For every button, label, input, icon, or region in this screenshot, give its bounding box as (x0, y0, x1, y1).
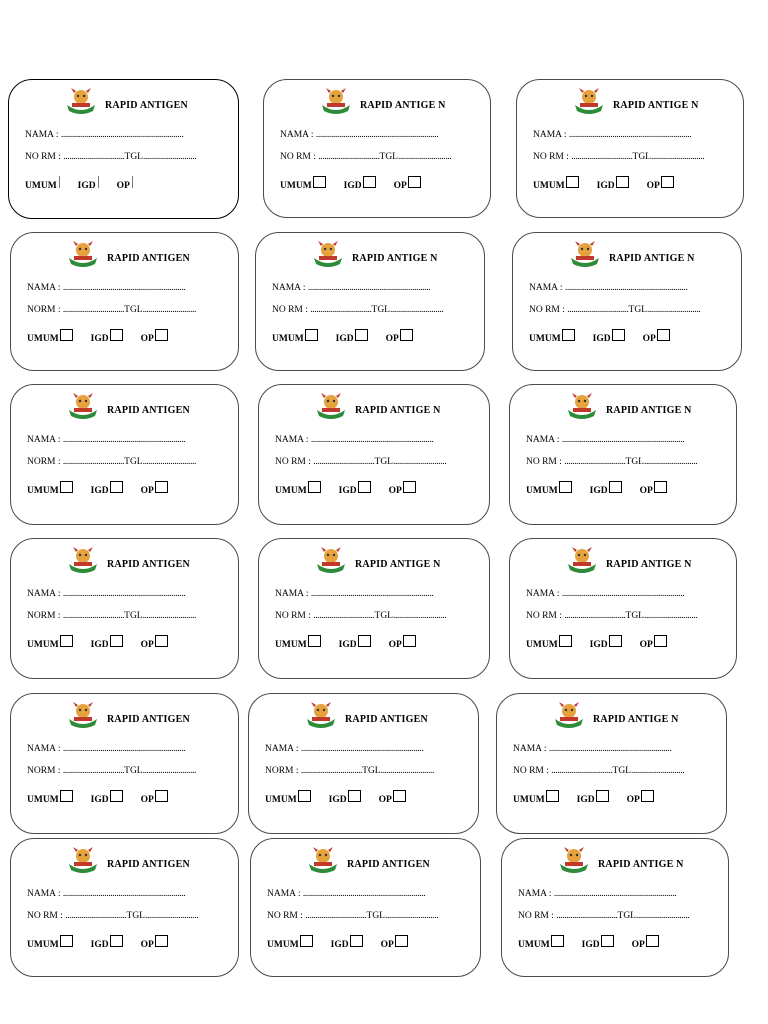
checkbox[interactable] (609, 635, 622, 647)
nama-line: NAMA : .............................................................. (27, 589, 186, 599)
checkbox[interactable] (348, 790, 361, 802)
checkbox[interactable] (308, 635, 321, 647)
option-op[interactable]: OP (627, 790, 654, 805)
checkbox[interactable] (110, 329, 123, 341)
norm-line: NO RM : ...............................TGL........................... (25, 152, 197, 162)
checkbox[interactable] (350, 935, 363, 947)
card-title: RAPID ANTIGE N (598, 858, 684, 870)
checkbox[interactable] (358, 481, 371, 493)
checkbox[interactable] (408, 176, 421, 188)
option-umum[interactable]: UMUM (526, 635, 572, 650)
nama-line: NAMA : .............................................................. (526, 589, 685, 599)
card-header (67, 702, 190, 730)
checkbox[interactable] (393, 790, 406, 802)
card-title: RAPID ANTIGEN (107, 558, 190, 570)
option-umum[interactable]: UMUM (513, 790, 559, 805)
checkbox[interactable] (60, 329, 73, 341)
card-title: RAPID ANTIGE N (355, 558, 441, 570)
checkbox[interactable] (562, 329, 575, 341)
nama-line: NAMA : .............................................................. (267, 889, 426, 899)
nama-line: NAMA : .............................................................. (526, 435, 685, 445)
option-igd[interactable]: IGD (331, 935, 363, 950)
label-card (10, 384, 239, 525)
checkbox[interactable] (155, 790, 168, 802)
label-card (516, 79, 744, 218)
nama-line: NAMA : .............................................................. (533, 130, 692, 140)
checkbox[interactable] (110, 790, 123, 802)
card-title: RAPID ANTIGEN (107, 858, 190, 870)
card-title: RAPID ANTIGE N (360, 99, 446, 111)
card-header (67, 547, 190, 575)
nama-line: NAMA : .............................................................. (27, 889, 186, 899)
checkbox[interactable] (155, 481, 168, 493)
checkbox[interactable] (60, 790, 73, 802)
hospital-logo-icon (67, 240, 99, 270)
card-header (558, 847, 684, 875)
option-op[interactable]: OP (643, 329, 670, 344)
hospital-logo-icon (320, 87, 352, 117)
checkbox[interactable] (300, 935, 313, 947)
label-card (258, 384, 490, 525)
checkbox[interactable] (313, 176, 326, 188)
option-igd[interactable]: IGD (78, 176, 99, 191)
nama-line: NAMA : .............................................................. (280, 130, 439, 140)
option-igd[interactable]: IGD (91, 635, 123, 650)
option-umum[interactable]: UMUM (27, 935, 73, 950)
divider (132, 176, 133, 188)
checkbox[interactable] (110, 635, 123, 647)
divider (59, 176, 60, 188)
option-op[interactable]: OP (640, 481, 667, 496)
visit-options (265, 790, 424, 805)
card-title: RAPID ANTIGE N (609, 252, 695, 264)
option-igd[interactable]: IGD (593, 329, 625, 344)
norm-line: NO RM : ...............................TGL........................... (526, 611, 698, 621)
option-op[interactable]: OP (632, 935, 659, 950)
nama-line: NAMA : .............................................................. (272, 283, 431, 293)
hospital-logo-icon (307, 846, 339, 876)
checkbox[interactable] (612, 329, 625, 341)
checkbox[interactable] (551, 935, 564, 947)
nama-line: NAMA : .............................................................. (27, 435, 186, 445)
checkbox[interactable] (601, 935, 614, 947)
norm-line: NO RM : ...............................TGL........................... (533, 152, 705, 162)
hospital-logo-icon (305, 701, 337, 731)
checkbox[interactable] (646, 935, 659, 947)
option-igd[interactable]: IGD (590, 481, 622, 496)
checkbox[interactable] (661, 176, 674, 188)
checkbox[interactable] (60, 481, 73, 493)
norm-line: NO RM : ...............................TGL........................... (272, 305, 444, 315)
hospital-logo-icon (569, 240, 601, 270)
card-header (315, 547, 441, 575)
checkbox[interactable] (566, 176, 579, 188)
nama-line: NAMA : .............................................................. (27, 283, 186, 293)
card-header (566, 393, 692, 421)
checkbox[interactable] (355, 329, 368, 341)
norm-line: NORM : ...............................TGL........................... (27, 611, 196, 621)
checkbox[interactable] (305, 329, 318, 341)
option-umum[interactable]: UMUM (267, 935, 313, 950)
checkbox[interactable] (616, 176, 629, 188)
label-card (10, 232, 239, 371)
card-title: RAPID ANTIGE N (355, 404, 441, 416)
card-title: RAPID ANTIGEN (107, 404, 190, 416)
option-umum[interactable]: UMUM (275, 481, 321, 496)
hospital-logo-icon (67, 846, 99, 876)
label-card (501, 838, 729, 977)
nama-line: NAMA : .............................................................. (275, 589, 434, 599)
label-card (248, 693, 479, 834)
norm-line: NORM : ...............................TGL........................... (265, 766, 434, 776)
norm-line: NO RM : ...............................TGL........................... (280, 152, 452, 162)
option-umum[interactable]: UMUM (275, 635, 321, 650)
norm-line: NORM : ...............................TGL........................... (27, 305, 196, 315)
label-card (509, 384, 737, 525)
option-op[interactable]: OP (379, 790, 406, 805)
option-igd[interactable]: IGD (339, 481, 371, 496)
checkbox[interactable] (641, 790, 654, 802)
norm-line: NO RM : ...............................TGL........................... (267, 911, 439, 921)
card-title: RAPID ANTIGEN (107, 713, 190, 725)
checkbox[interactable] (308, 481, 321, 493)
hospital-logo-icon (65, 87, 97, 117)
checkbox[interactable] (654, 635, 667, 647)
nama-line: NAMA : .............................................................. (25, 130, 184, 140)
checkbox[interactable] (403, 481, 416, 493)
checkbox[interactable] (559, 481, 572, 493)
visit-options (280, 176, 439, 191)
card-header (315, 393, 441, 421)
card-header (67, 393, 190, 421)
option-op[interactable]: OP (381, 935, 408, 950)
checkbox[interactable] (657, 329, 670, 341)
option-umum[interactable]: UMUM (25, 176, 60, 191)
checkbox[interactable] (358, 635, 371, 647)
label-card (255, 232, 485, 371)
label-card (258, 538, 490, 679)
hospital-logo-icon (566, 392, 598, 422)
card-title: RAPID ANTIGE N (593, 713, 679, 725)
option-igd[interactable]: IGD (91, 790, 123, 805)
card-header (320, 88, 446, 116)
option-umum[interactable]: UMUM (27, 481, 73, 496)
label-card (512, 232, 742, 371)
hospital-logo-icon (67, 701, 99, 731)
option-igd[interactable]: IGD (91, 329, 123, 344)
norm-line: NO RM : ...............................TGL........................... (529, 305, 701, 315)
checkbox[interactable] (155, 935, 168, 947)
option-igd[interactable]: IGD (597, 176, 629, 191)
norm-line: NO RM : ...............................TGL........................... (518, 911, 690, 921)
norm-line: NORM : ...............................TGL........................... (27, 766, 196, 776)
option-igd[interactable]: IGD (91, 935, 123, 950)
card-header (305, 702, 428, 730)
checkbox[interactable] (155, 635, 168, 647)
visit-options (27, 329, 186, 344)
visit-options (526, 635, 685, 650)
nama-line: NAMA : .............................................................. (275, 435, 434, 445)
nama-line: NAMA : .............................................................. (27, 744, 186, 754)
option-igd[interactable]: IGD (339, 635, 371, 650)
label-card (509, 538, 737, 679)
card-title: RAPID ANTIGEN (345, 713, 428, 725)
norm-line: NO RM : ...............................TGL........................... (275, 457, 447, 467)
option-umum[interactable]: UMUM (27, 635, 73, 650)
checkbox[interactable] (110, 481, 123, 493)
nama-line: NAMA : .............................................................. (265, 744, 424, 754)
card-title: RAPID ANTIGE N (606, 404, 692, 416)
label-card (8, 79, 239, 219)
checkbox[interactable] (609, 481, 622, 493)
card-header (569, 241, 695, 269)
card-header (307, 847, 430, 875)
option-umum[interactable]: UMUM (280, 176, 326, 191)
option-umum[interactable]: UMUM (526, 481, 572, 496)
option-igd[interactable]: IGD (91, 481, 123, 496)
checkbox[interactable] (395, 935, 408, 947)
hospital-logo-icon (573, 87, 605, 117)
card-title: RAPID ANTIGEN (107, 252, 190, 264)
norm-line: NO RM : ...............................TGL........................... (513, 766, 685, 776)
checkbox[interactable] (298, 790, 311, 802)
option-umum[interactable]: UMUM (533, 176, 579, 191)
visit-options (513, 790, 672, 805)
option-igd[interactable]: IGD (577, 790, 609, 805)
checkbox[interactable] (559, 635, 572, 647)
card-header (566, 547, 692, 575)
hospital-logo-icon (558, 846, 590, 876)
option-op[interactable]: OP (647, 176, 674, 191)
checkbox[interactable] (596, 790, 609, 802)
option-umum[interactable]: UMUM (518, 935, 564, 950)
hospital-logo-icon (312, 240, 344, 270)
checkbox[interactable] (363, 176, 376, 188)
checkbox[interactable] (654, 481, 667, 493)
card-header (67, 847, 190, 875)
checkbox[interactable] (155, 329, 168, 341)
card-title: RAPID ANTIGE N (606, 558, 692, 570)
norm-line: NO RM : ...............................TGL........................... (526, 457, 698, 467)
visit-options (25, 176, 151, 191)
visit-options (518, 935, 677, 950)
label-card (250, 838, 481, 977)
hospital-logo-icon (566, 546, 598, 576)
option-op[interactable]: OP (141, 481, 168, 496)
option-op[interactable]: OP (394, 176, 421, 191)
option-igd[interactable]: IGD (582, 935, 614, 950)
hospital-logo-icon (67, 392, 99, 422)
hospital-logo-icon (67, 546, 99, 576)
card-title: RAPID ANTIGE N (613, 99, 699, 111)
card-header (553, 702, 679, 730)
card-header (65, 88, 188, 116)
nama-line: NAMA : .............................................................. (513, 744, 672, 754)
card-header (573, 88, 699, 116)
option-op[interactable]: OP (141, 329, 168, 344)
option-op[interactable]: OP (640, 635, 667, 650)
card-title: RAPID ANTIGEN (105, 99, 188, 111)
visit-options (267, 935, 426, 950)
option-op[interactable]: OP (389, 635, 416, 650)
option-igd[interactable]: IGD (336, 329, 368, 344)
visit-options (526, 481, 685, 496)
visit-options (533, 176, 692, 191)
visit-options (27, 635, 186, 650)
option-igd[interactable]: IGD (329, 790, 361, 805)
option-umum[interactable]: UMUM (27, 329, 73, 344)
norm-line: NO RM : ...............................TGL........................... (27, 911, 199, 921)
option-igd[interactable]: IGD (590, 635, 622, 650)
checkbox[interactable] (60, 935, 73, 947)
divider (98, 176, 99, 188)
card-title: RAPID ANTIGEN (347, 858, 430, 870)
option-igd[interactable]: IGD (344, 176, 376, 191)
option-op[interactable]: OP (389, 481, 416, 496)
visit-options (275, 481, 434, 496)
option-umum[interactable]: UMUM (272, 329, 318, 344)
card-header (312, 241, 438, 269)
option-umum[interactable]: UMUM (265, 790, 311, 805)
card-title: RAPID ANTIGE N (352, 252, 438, 264)
option-umum[interactable]: UMUM (529, 329, 575, 344)
checkbox[interactable] (403, 635, 416, 647)
hospital-logo-icon (315, 392, 347, 422)
checkbox[interactable] (546, 790, 559, 802)
visit-options (27, 935, 186, 950)
visit-options (275, 635, 434, 650)
norm-line: NO RM : ...............................TGL........................... (275, 611, 447, 621)
option-op[interactable]: OP (141, 935, 168, 950)
option-op[interactable]: OP (141, 635, 168, 650)
label-card (10, 693, 239, 834)
label-card (10, 838, 239, 977)
option-op[interactable]: OP (141, 790, 168, 805)
label-card (263, 79, 491, 218)
nama-line: NAMA : .............................................................. (529, 283, 688, 293)
option-op[interactable]: OP (386, 329, 413, 344)
label-card (496, 693, 727, 834)
option-umum[interactable]: UMUM (27, 790, 73, 805)
checkbox[interactable] (400, 329, 413, 341)
label-card (10, 538, 239, 679)
hospital-logo-icon (315, 546, 347, 576)
option-op[interactable]: OP (117, 176, 133, 191)
visit-options (27, 790, 186, 805)
checkbox[interactable] (60, 635, 73, 647)
hospital-logo-icon (553, 701, 585, 731)
nama-line: NAMA : .............................................................. (518, 889, 677, 899)
checkbox[interactable] (110, 935, 123, 947)
visit-options (529, 329, 688, 344)
card-header (67, 241, 190, 269)
visit-options (272, 329, 431, 344)
visit-options (27, 481, 186, 496)
norm-line: NORM : ...............................TGL........................... (27, 457, 196, 467)
